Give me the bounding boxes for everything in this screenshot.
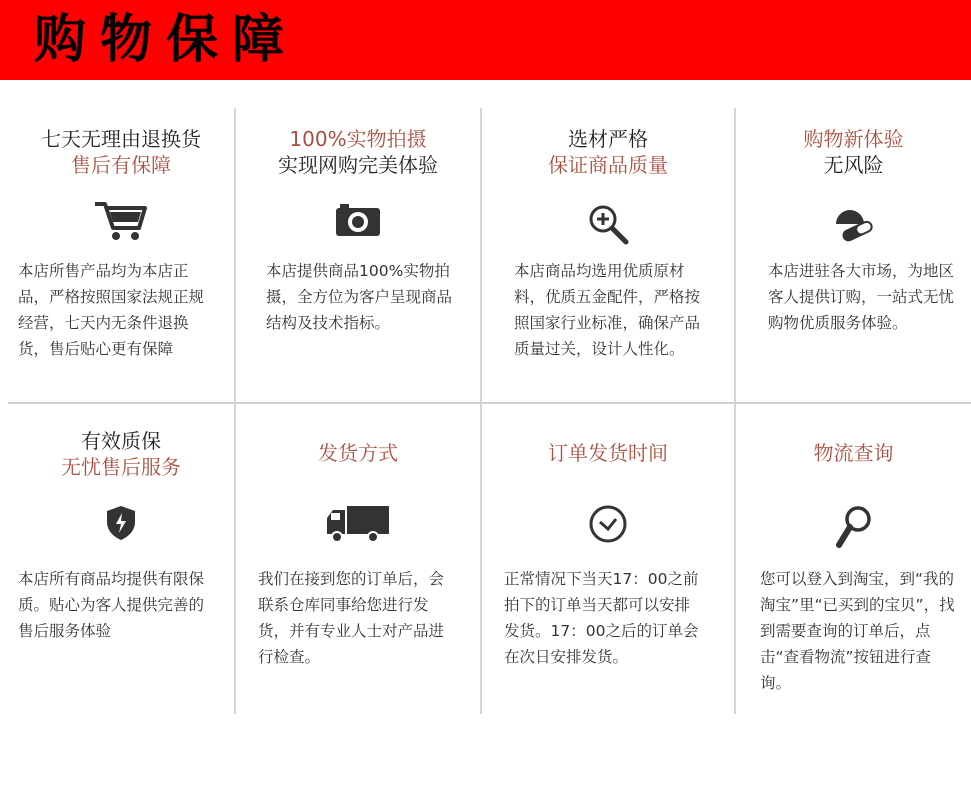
cell-subtitle: 无风险 xyxy=(823,153,884,177)
guarantee-grid xyxy=(8,108,971,714)
cell-title: 购物新体验 xyxy=(803,127,904,151)
cell-title: 发货方式 xyxy=(318,441,398,465)
cell-subtitle: 保证商品质量 xyxy=(548,153,668,177)
cell-title: 订单发货时间 xyxy=(548,441,668,465)
search-icon xyxy=(834,504,874,550)
guarantee-cell-quality xyxy=(482,108,734,404)
guarantee-cell-dispatch-time xyxy=(482,404,734,700)
cell-title: 选材严格 xyxy=(568,127,648,151)
guarantee-cell-return xyxy=(8,108,234,404)
cell-description: 本店提供商品100%实物拍摄，全方位为客户呈现商品结构及技术指标。 xyxy=(266,262,453,332)
cell-description: 我们在接到您的订单后，会联系仓库同事给您进行发货，并有专业人士对产品进行检查。 xyxy=(258,570,445,666)
banner xyxy=(0,0,971,80)
guarantee-cell-logistics xyxy=(736,404,971,700)
cell-description: 您可以登入到淘宝，到“我的淘宝”里“已买到的宝贝”，找到需要查询的订单后，点击“查看物流”按钮进行查询。 xyxy=(760,570,955,692)
pill-icon xyxy=(830,202,878,246)
guarantee-cell-experience xyxy=(736,108,971,404)
cell-title: 100%实物拍摄 xyxy=(289,127,427,151)
cell-description: 正常情况下当天17：00之前拍下的订单当天都可以安排发货。17：00之后的订单会在次日安排发货。 xyxy=(504,570,699,666)
cell-subtitle: 无忧售后服务 xyxy=(61,455,181,479)
guarantee-cell-shipping xyxy=(236,404,480,700)
cell-description: 本店所售产品均为本店正品，严格按照国家法规正规经营，七天内无条件退换货，售后贴心更有保障 xyxy=(18,262,205,358)
cell-description: 本店进驻各大市场，为地区客人提供订购，一站式无忧购物优质服务体验。 xyxy=(768,262,955,332)
truck-icon xyxy=(325,504,391,544)
cell-description: 本店商品均选用优质原材料，优质五金配件，严格按照国家行业标准，确保产品质量过关，设计人性化。 xyxy=(514,262,701,358)
clock-icon xyxy=(588,504,628,544)
banner-title: 购物保障 xyxy=(34,10,299,70)
cell-subtitle: 实现网购完美体验 xyxy=(278,153,438,177)
shopping-cart-icon xyxy=(93,198,149,242)
guarantee-cell-warranty xyxy=(8,404,234,700)
magnifier-plus-icon xyxy=(586,202,630,246)
cell-subtitle: 售后有保障 xyxy=(71,153,171,177)
cell-title: 七天无理由退换货 xyxy=(41,127,201,151)
cell-description: 本店所有商品均提供有限保质。贴心为客人提供完善的售后服务体验 xyxy=(18,570,205,640)
camera-icon xyxy=(334,202,382,238)
shield-icon xyxy=(105,504,137,542)
guarantee-cell-photo xyxy=(236,108,480,404)
cell-title: 物流查询 xyxy=(813,441,894,465)
cell-title: 有效质保 xyxy=(81,429,161,453)
